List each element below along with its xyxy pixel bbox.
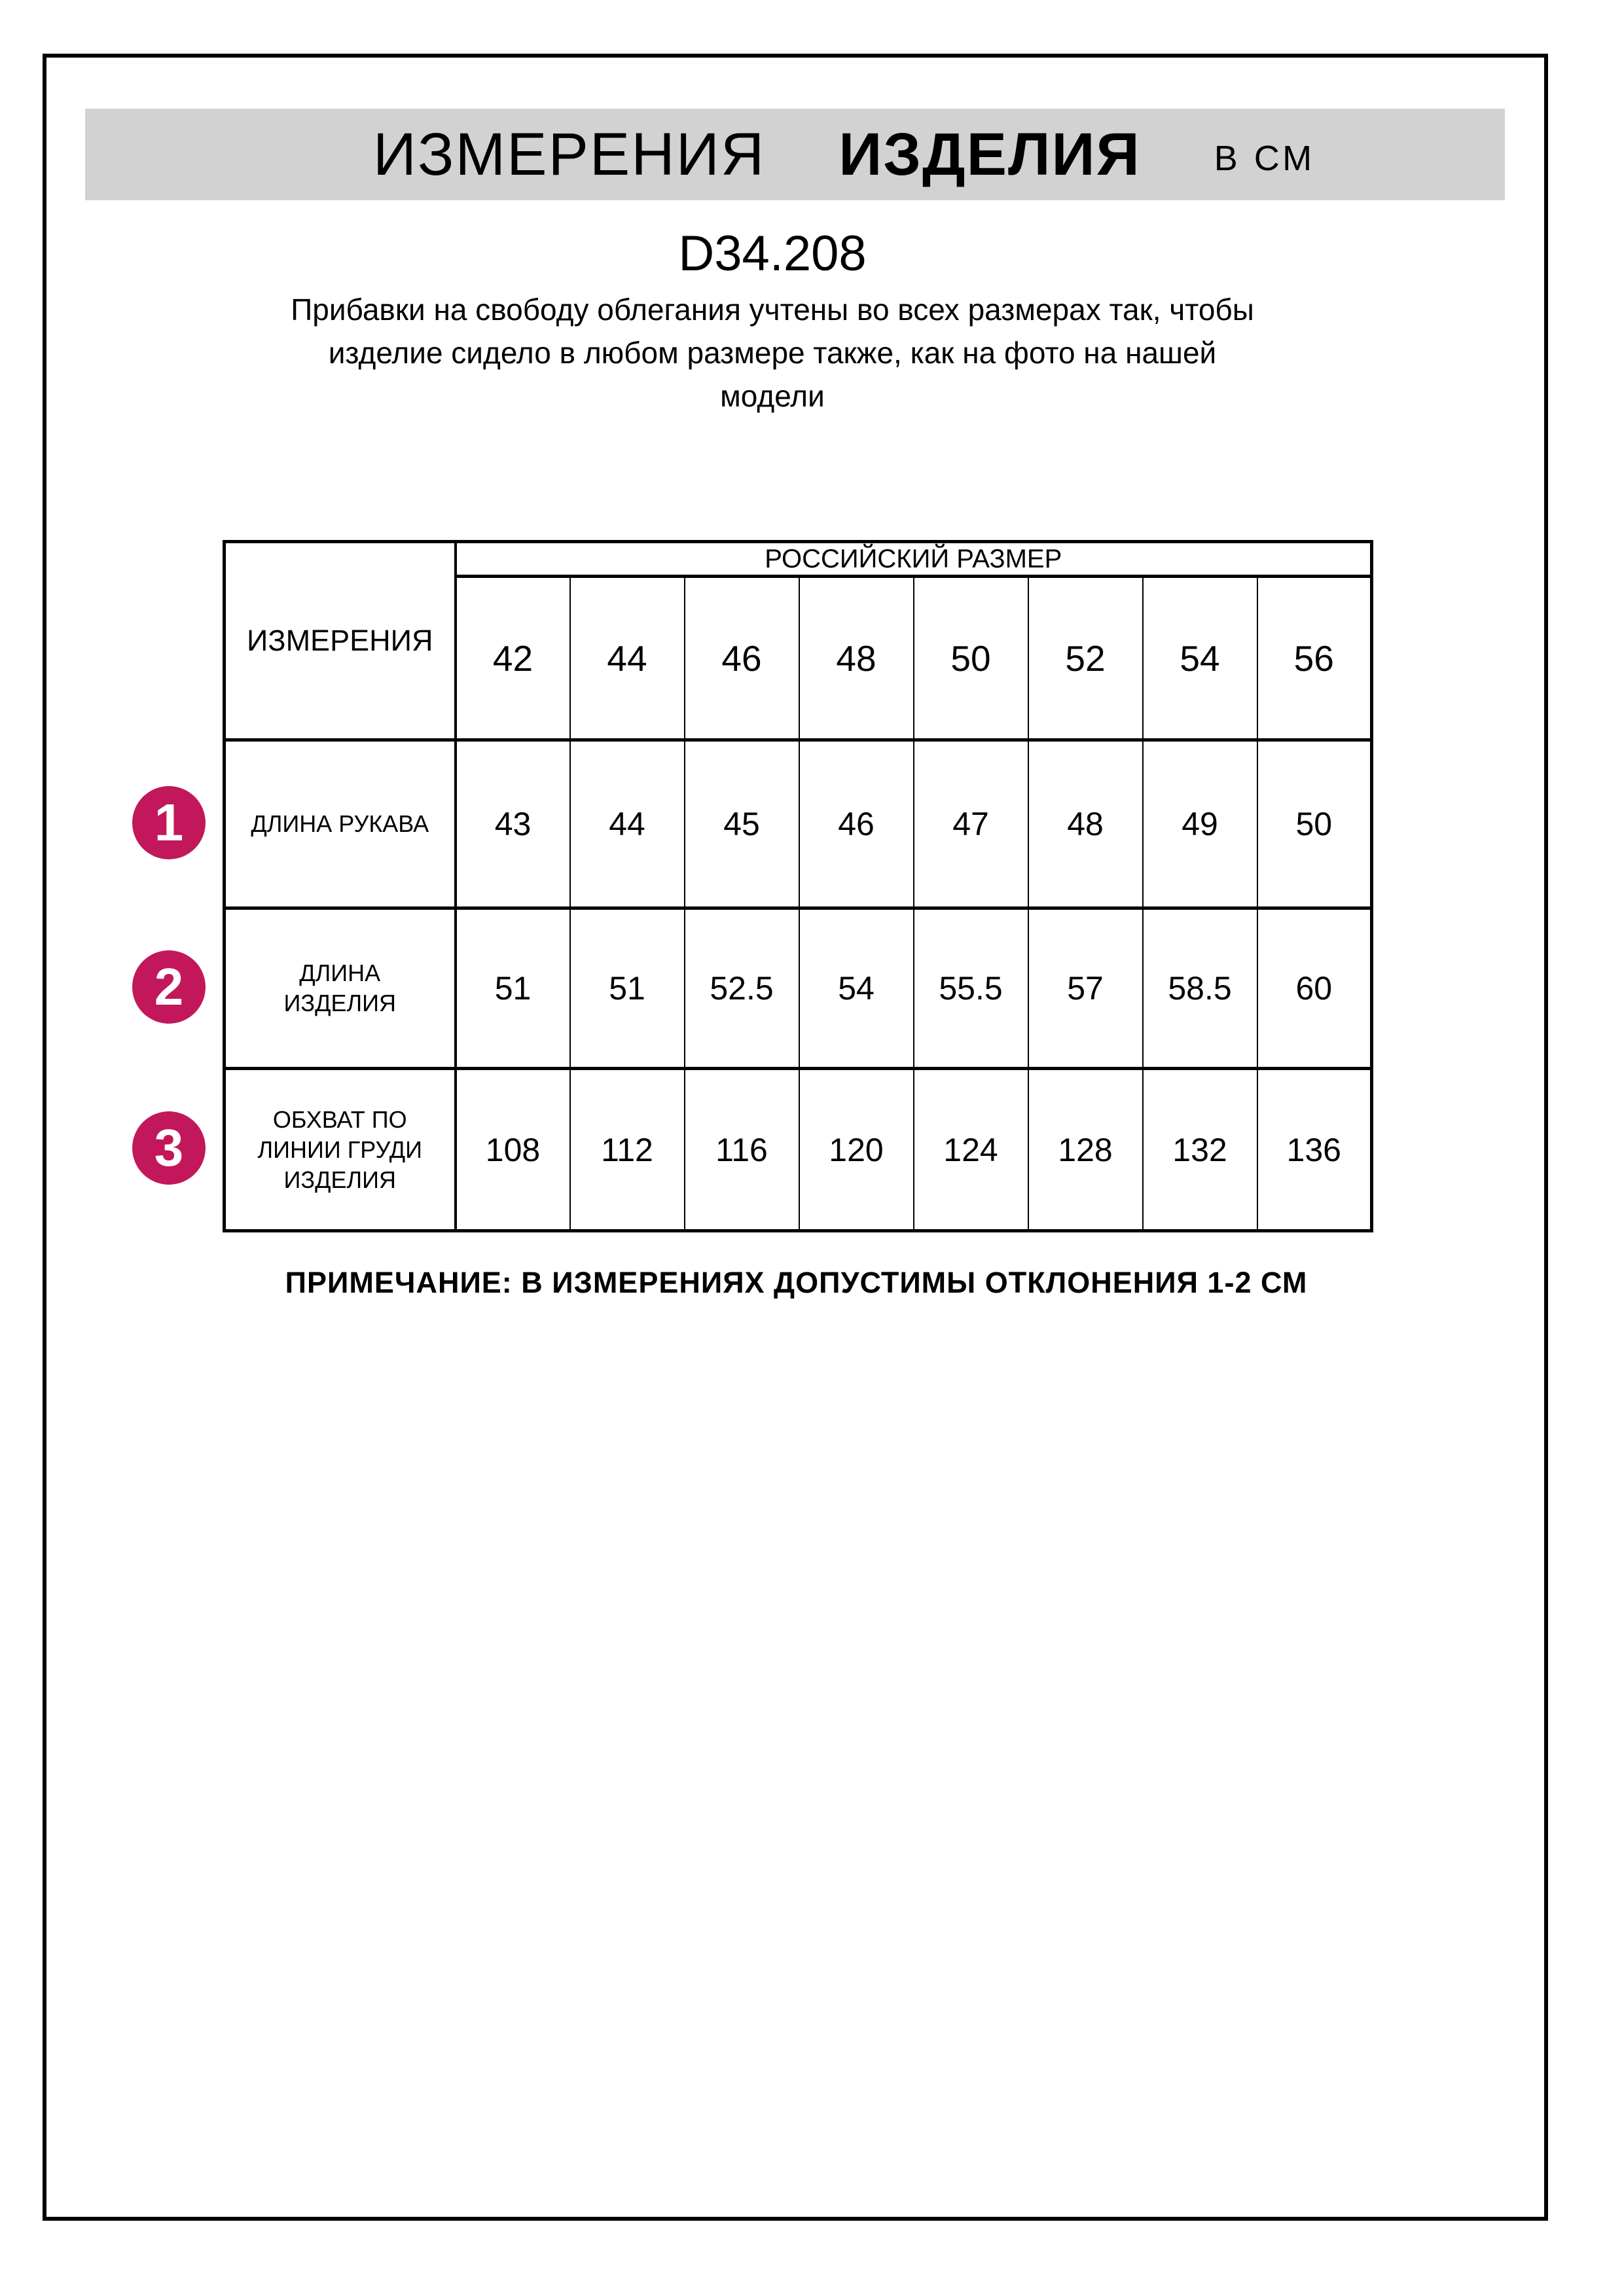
table-row [225,1069,1372,1231]
row-label-line: ДЛИНА РУКАВА [251,810,429,837]
title-units-label: В СМ [1214,139,1316,178]
note-text: ПРИМЕЧАНИЕ: В ИЗМЕРЕНИЯХ ДОПУСТИМЫ ОТКЛОНЕНИЯ 1-2 СМ [285,1266,1308,1299]
product-code: D34.208 [678,226,867,281]
measurement-value-cell: 46 [799,740,914,908]
measurement-value-cell: 58.5 [1143,908,1257,1069]
measurement-value-cell: 55.5 [914,908,1028,1069]
size-column-header: 56 [1257,577,1372,740]
title-product-label: ИЗДЕЛИЯ [839,120,1141,188]
measurement-value-cell: 49 [1143,740,1257,908]
measurement-value-cell: 51 [570,908,685,1069]
row-label-line: ИЗДЕЛИЯ [283,990,396,1016]
measurement-value-cell: 48 [1028,740,1143,908]
table-row [225,908,1372,1069]
measurement-value-cell: 44 [570,740,685,908]
size-column-header: 48 [799,577,914,740]
measurement-value-cell: 54 [799,908,914,1069]
measurement-value-cell: 60 [1257,908,1372,1069]
row-label-line: ОБХВАТ ПО [272,1105,407,1133]
measurement-value-cell: 116 [685,1069,799,1231]
table-row [225,740,1372,908]
corner-label: ИЗМЕРЕНИЯ [225,542,456,740]
size-column-header: 52 [1028,577,1143,740]
size-column-header: 44 [570,577,685,740]
measurement-value-cell: 50 [1257,740,1372,908]
row-label [225,740,456,908]
measurement-value-cell: 43 [456,740,570,908]
row-label-line: ДЛИНА [299,960,381,986]
row-label [225,1069,456,1231]
measurement-value-cell: 128 [1028,1069,1143,1231]
product-description [108,288,1437,418]
row-label-line: ИЗДЕЛИЯ [283,1166,396,1193]
title-bar [85,109,1505,200]
measurement-value-cell: 120 [799,1069,914,1231]
measurement-value-cell: 45 [685,740,799,908]
description-line: Прибавки на свободу облегания учтены во всех размерах так, чтобы [291,293,1254,327]
row-label-line: ЛИНИИ ГРУДИ [257,1136,422,1163]
measurement-value-cell: 124 [914,1069,1028,1231]
measurement-value-cell: 112 [570,1069,685,1231]
measurement-value-cell: 136 [1257,1069,1372,1231]
size-column-header: 46 [685,577,799,740]
size-column-header: 50 [914,577,1028,740]
measurement-value-cell: 52.5 [685,908,799,1069]
row-number-badge: 1 [132,786,206,859]
measurement-value-cell: 51 [456,908,570,1069]
description-line: изделие сидело в любом размере также, как на фото на нашей [328,336,1217,370]
row-number-badge: 3 [132,1111,206,1185]
size-column-header: 42 [456,577,570,740]
measurement-value-cell: 47 [914,740,1028,908]
measurement-value-cell: 132 [1143,1069,1257,1231]
row-number-badge: 2 [132,950,206,1024]
measurement-value-cell: 108 [456,1069,570,1231]
description-line: модели [720,379,825,413]
title-measurements-label: ИЗМЕРЕНИЯ [372,120,766,188]
size-table [223,540,1373,1232]
size-column-header: 54 [1143,577,1257,740]
size-group-header: РОССИЙСКИЙ РАЗМЕР [456,542,1372,577]
measurement-value-cell: 57 [1028,908,1143,1069]
row-label [225,908,456,1069]
